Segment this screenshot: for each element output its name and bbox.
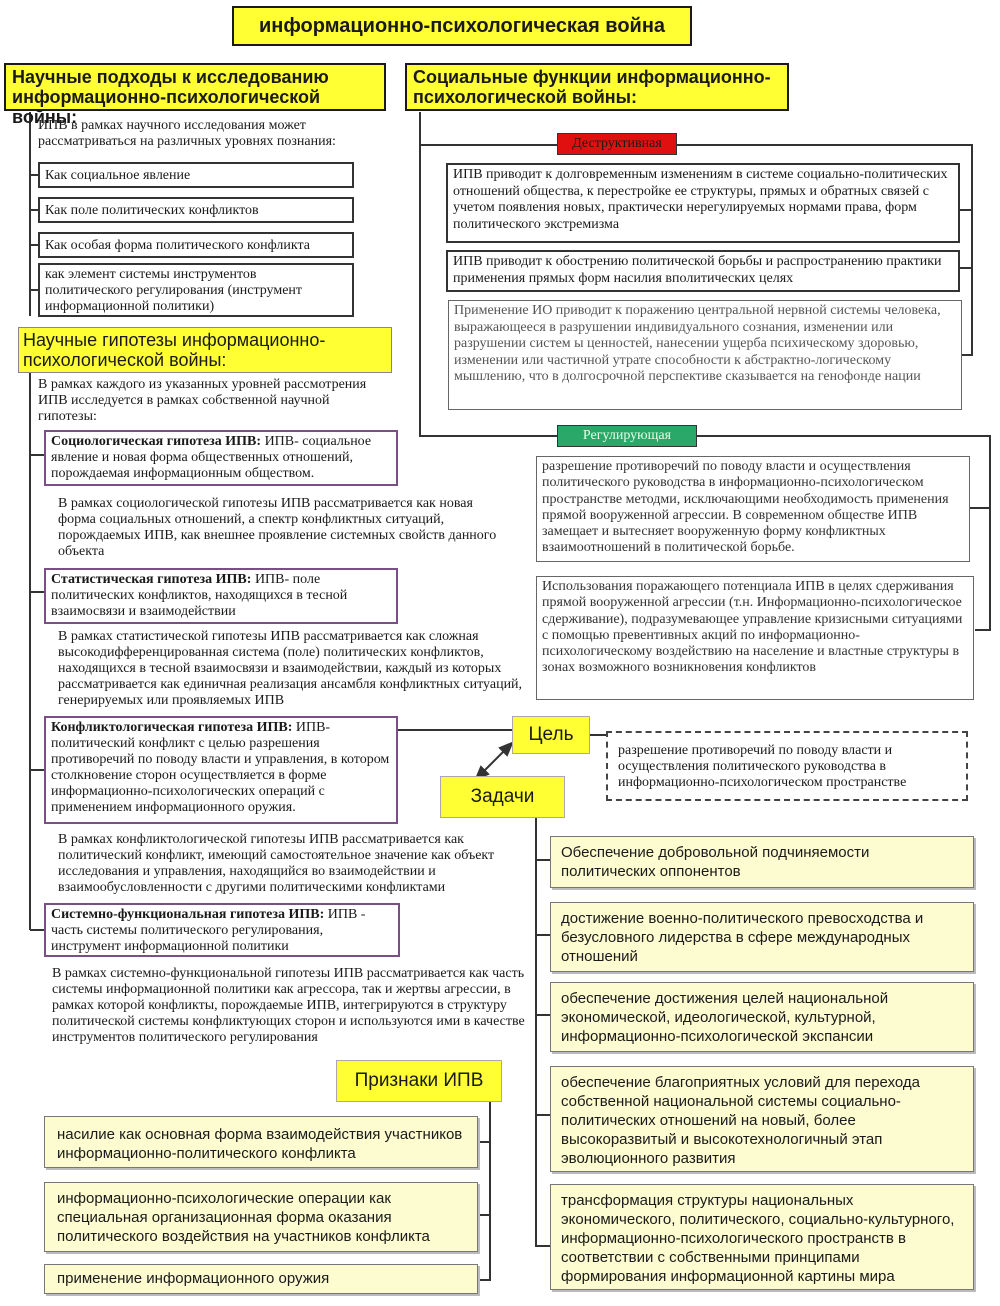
task-item-5: трансформация структуры национальных экономического, политического, социально-культурного, информационно-психологического пространств в соответствии с собственными принципами формирования информационной картины мира [550,1184,974,1290]
sign-item-1: насилие как основная форма взаимодействия участников информационно-политического конфликта [44,1116,478,1168]
goal-label: Цель [512,716,590,754]
page-title: информационно-психологическая война [232,6,692,46]
task-item-4: обеспечение благоприятных условий для перехода собственной национальной системы социально-политических отношений на новый, более высокоразвитый и высокотехнологичный этап эволюционного развития [550,1066,974,1172]
hypothesis-systemic-note: В рамках системно-функциональной гипотезы ИПВ рассматривается как часть системы информационной политики как агрессора, так и жертвы агрессии, в рамках которой конфликты, порождаемые ИПВ, интегрируются в структуру политической системы конфликтующих сторон и используются ими в качестве инструментов политического регулирования [52,966,525,1045]
regulating-label: Регулирующая [557,425,697,447]
hypotheses-intro: В рамках каждого из указанных уровней рассмотрения ИПВ исследуется в рамках собственной научной гипотезы: [38,377,367,424]
signs-label: Признаки ИПВ [336,1060,502,1102]
destructive-item-2: ИПВ приводит к обострению политической борьбы и распространению практики применения прямых форм насилия вполитических целях [446,250,960,292]
level-element: как элемент системы инструментов политического регулирования (инструмент информационной политики) [38,263,354,317]
task-item-1: Обеспечение добровольной подчиняемости политических оппонентов [550,836,974,888]
approaches-intro: ИПВ в рамках научного исследования может рассматриваться на различных уровнях познания: [38,118,336,149]
destructive-label: Деструктивная [557,133,677,155]
functions-heading: Социальные функции информационно-психологической войны: [405,63,789,111]
level-special-form: Как особая форма политического конфликта [38,232,354,258]
task-item-2: достижение военно-политического превосходства и безусловного лидерства в сфере международных отношений [550,902,974,972]
hypothesis-conflictological: Конфликтологическая гипотеза ИПВ: ИПВ- политический конфликт с целью разрешения противоречий по поводу власти и управления, в котором столкновение сторон осуществляется в форме информационно-психологических операций с применением информационного оружия. [44,716,398,824]
hypothesis-sociological: Социологическая гипотеза ИПВ: ИПВ- социальное явление и новая форма общественных отношений, порождаемая информационным обществом. [44,430,398,486]
sign-item-2: информационно-психологические операции как специальная организационная форма оказания политического воздействия на участников конфликта [44,1182,478,1252]
destructive-item-3: Применение ИО приводит к поражению центральной нервной системы человека, выражающееся в разрушении индивидуального сознания, изменении или разрушении систем ы ценностей, нанесении ущерба психическому здоровью, изменении или частичной утрате способности к абстрактно-логическому мышлению, что в долгосрочной перспективе сказывается на генофонде нации [448,300,962,410]
tasks-label: Задачи [440,776,565,818]
regulating-item-2: Использования поражающего потенциала ИПВ в целях сдерживания прямой вооруженной агрессии (т.н. Информационно-психологическое сдерживание), подразумевающее управление кризисными ситуациями с помощью превентивных акций по информационно-психологическому воздействию на население и властные структуры в зонах возможного возникновения конфликтов [536,576,974,700]
hypothesis-statistical-note: В рамках статистической гипотезы ИПВ рассматривается как сложная высокодифференцированная система (поле) политических конфликтов, находящихся в тесной взаимосвязи и взаимодействии, каждый из которых рассматривается как единичная реализация ансамбля конфликтных ситуаций, генерируемых или проявляемых ИПВ [58,629,523,708]
destructive-item-1: ИПВ приводит к долговременным изменениям в системе социально-политических отношений общества, к перестройке ее структуры, прямых и обратных связей с учетом появления новых, практически нерегулируемых нормами права, форм политического экстремизма [446,163,960,243]
hypothesis-conflictological-note: В рамках конфликтологической гипотезы ИПВ рассматривается как политический конфликт, имеющий самостоятельное значение как объект исследования и управления, находящийся во взаимодействии и взаимообусловленности с другими политическими конфликтами [58,832,495,895]
approaches-heading: Научные подходы к исследованию информационно-психологической войны: [4,63,386,111]
hypothesis-systemic: Системно-функциональная гипотеза ИПВ: ИПВ - часть системы политического регулирования, инструмент информационной политики [44,903,400,957]
hypothesis-sociological-note: В рамках социологической гипотезы ИПВ рассматривается как новая форма социальных отношений, а спектр конфликтных ситуаций, порождаемых ИПВ, как внешнее проявление системных свойств данного объекта [58,496,497,559]
goal-text: разрешение противоречий по поводу власти и осуществления политического руководства в информационно-психологическом пространстве [606,731,968,801]
hypotheses-heading: Научные гипотезы информационно-психологической войны: [18,327,392,373]
regulating-item-1: разрешение противоречий по поводу власти и осуществления политического руководства в информационно-психологическом пространстве методми, исключающими необходимость применения прямой вооруженной агрессии. В современном обществе ИПВ замещает и вытесняет вооруженную форму конфликтных взаимоотношений в политической борьбе. [536,456,970,562]
hypothesis-statistical: Статистическая гипотеза ИПВ: ИПВ- поле политических конфликтов, находящихся в тесной взаимосвязи и взаимодействии [44,568,398,624]
level-field: Как поле политических конфликтов [38,197,354,223]
task-item-3: обеспечение достижения целей национальной экономической, идеологической, культурной, информационно-психологической экспансии [550,982,974,1052]
level-social: Как социальное явление [38,162,354,188]
sign-item-3: применение информационного оружия [44,1264,478,1294]
